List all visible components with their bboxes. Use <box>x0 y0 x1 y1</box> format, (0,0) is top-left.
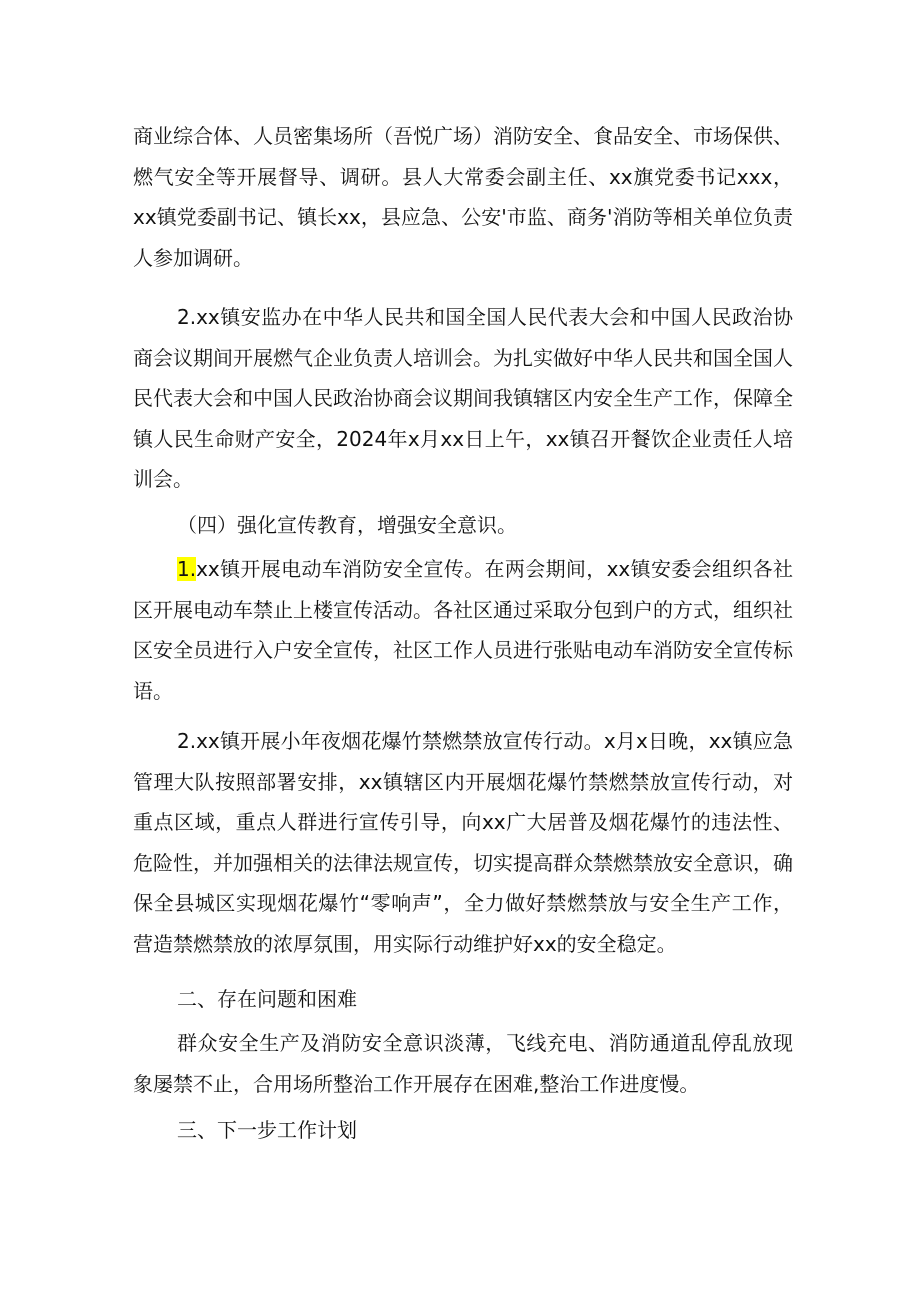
paragraph-gas-training: 2.xx镇安监办在中华人民共和国全国人民代表大会和中国人民政治协商会议期间开展燃气企业负责人培训会。为扎实做好中华人民共和国全国人民代表大会和中国人民政治协商会议期间我镇辖区内安全生产工作，保障全镇人民生命财产安全，2024年x月xx日上午，xx镇召开餐饮企业责任人培训会。 <box>133 305 793 491</box>
paragraph-ebike-text: xx镇开展电动车消防安全宣传。在两会期间，xx镇安委会组织各社区开展电动车禁止上楼宣传活动。各社区通过采取分包到户的方式，组织社区安全员进行入户安全宣传，社区工作人员进行张贴电动车消防安全宣传标语。 <box>133 557 793 703</box>
paragraph-problems: 群众安全生产及消防安全意识淡薄，飞线充电、消防通道乱停乱放现象屡禁不止，合用场所整治工作开展存在困难,整治工作进度慢。 <box>133 1031 793 1096</box>
paragraph-fireworks-publicity: 2.xx镇开展小年夜烟花爆竹禁燃禁放宣传行动。x月x日晚，xx镇应急管理大队按照部署安排，xx镇辖区内开展烟花爆竹禁燃禁放宣传行动，对重点区域，重点人群进行宣传引导，向xx广大居普及烟花爆竹的违法性、危险性，并加强相关的法律法规宣传，切实提高群众禁燃禁放安全意识，确保全县城区实现烟花爆竹“零响声”，全力做好禁燃禁放与安全生产工作，营造禁燃禁放的浓厚氛围，用实际行动维护好xx的安全稳定。 <box>133 729 793 956</box>
section-heading-next-plan: 三、下一步工作计划 <box>177 1118 357 1142</box>
section-heading-problems: 二、存在问题和困难 <box>177 987 357 1011</box>
section-heading-publicity: （四）强化宣传教育，增强安全意识。 <box>177 513 517 537</box>
paragraph-inspection: 商业综合体、人员密集场所（吾悦广场）消防安全、食品安全、市场保供、燃气安全等开展督导、调研。县人大常委会副主任、xx旗党委书记xxx，xx镇党委副书记、镇长xx，县应急、公安'市监、商务'消防等相关单位负责人参加调研。 <box>133 124 793 270</box>
paragraph-ebike-publicity <box>133 549 793 711</box>
highlighted-item-number: 1. <box>177 557 197 581</box>
